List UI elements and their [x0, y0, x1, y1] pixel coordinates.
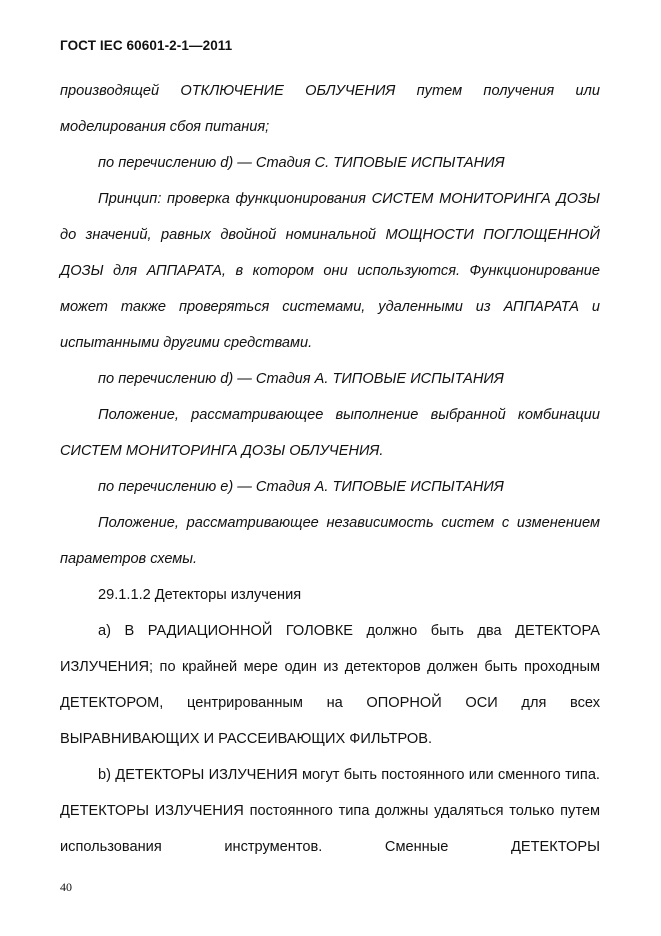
page-number: 40 — [60, 880, 72, 894]
paragraph-stage-a-d: по перечислению d) — Стадия А. ТИПОВЫЕ ИСПЫТАНИЯ — [98, 371, 504, 387]
paragraph-stage-c: по перечислению d) — Стадия С. ТИПОВЫЕ ИСПЫТАНИЯ — [98, 155, 505, 171]
paragraph-principle: Принцип: проверка функционирования СИСТЕМ МОНИТОРИНГА ДОЗЫ до значений, равных двойной номинальной МОЩНОСТИ ПОГЛОЩЕННОЙ ДОЗЫ для АППАРАТА, в котором они используются. Функционирование может также проверяться системами, удаленными из АППАРАТА и испытанными другими средствами. — [60, 191, 600, 351]
paragraph-combination: Положение, рассматривающее выполнение выбранной комбинации СИСТЕМ МОНИТОРИНГА ДОЗЫ ОБЛУЧЕНИЯ. — [60, 407, 600, 459]
document-header: ГОСТ IEC 60601-2-1—2011 — [60, 38, 233, 53]
paragraph-independence: Положение, рассматривающее независимость систем с изменением параметров схемы. — [60, 515, 600, 567]
paragraph-stage-a-e: по перечислению е) — Стадия А. ТИПОВЫЕ ИСПЫТАНИЯ — [98, 479, 504, 495]
paragraph-item-a: а) В РАДИАЦИОННОЙ ГОЛОВКЕ должно быть два ДЕТЕКТОРА ИЗЛУЧЕНИЯ; по крайней мере один из детекторов должен быть проходным ДЕТЕКТОРОМ, центрированным на ОПОРНОЙ ОСИ для всех ВЫРАВНИВАЮЩИХ И РАССЕИВАЮЩИХ ФИЛЬТРОВ. — [60, 623, 600, 747]
section-heading-radiation-detectors: 29.1.1.2 Детекторы излучения — [98, 587, 302, 603]
paragraph-item-b: b) ДЕТЕКТОРЫ ИЗЛУЧЕНИЯ могут быть постоянного или сменного типа. ДЕТЕКТОРЫ ИЗЛУЧЕНИЯ постоянного типа должны удаляться только путем использования инструментов. Сменные ДЕТЕКТОРЫ — [60, 767, 600, 855]
paragraph-power-failure: производящей ОТКЛЮЧЕНИЕ ОБЛУЧЕНИЯ путем получения или моделирования сбоя питания; — [60, 83, 600, 135]
document-body — [60, 73, 600, 865]
